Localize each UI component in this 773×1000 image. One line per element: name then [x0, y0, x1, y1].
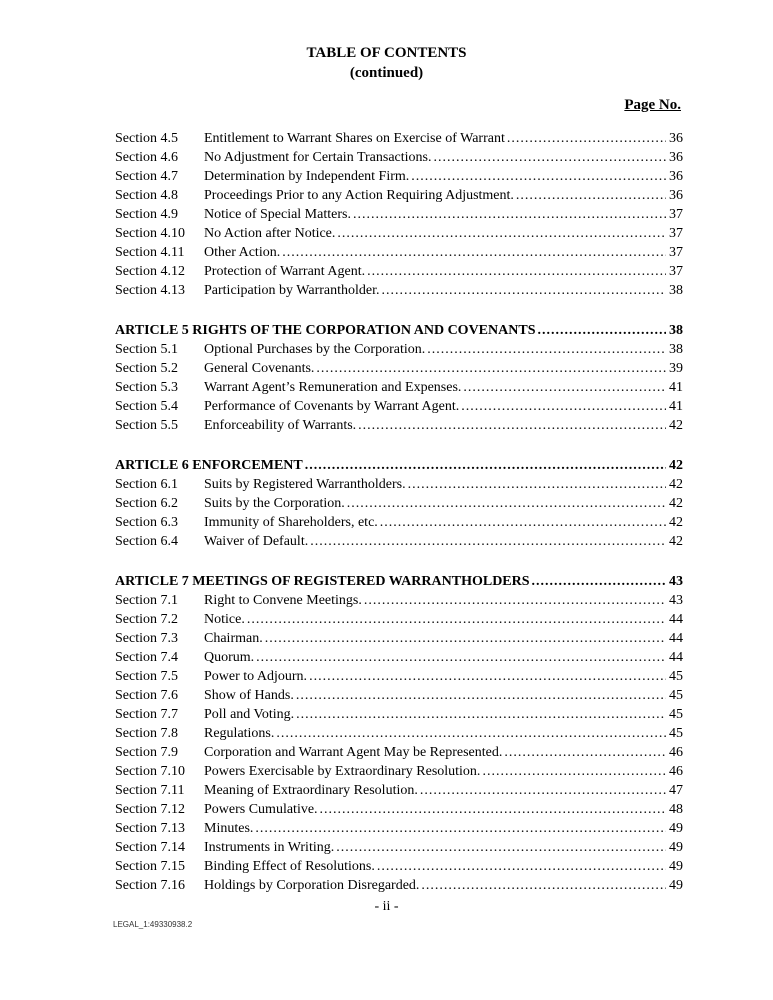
section-title: Waiver of Default.: [204, 534, 309, 549]
section-title: Meaning of Extraordinary Resolution.: [204, 783, 418, 798]
section-number: Section 7.6: [115, 688, 178, 703]
section-page: 49: [669, 878, 683, 893]
section-number: Section 4.7: [115, 169, 178, 184]
section-page: 45: [669, 669, 683, 684]
toc-section-entry: [115, 150, 683, 169]
toc-section-entry: [115, 534, 683, 553]
section-number: Section 7.2: [115, 612, 178, 627]
section-page: 39: [669, 361, 683, 376]
section-number: Section 5.1: [115, 342, 178, 357]
dot-leader: [427, 342, 666, 358]
section-title: Notice of Special Matters.: [204, 207, 351, 222]
toc-section-entry: [115, 821, 683, 840]
toc-section-entry: [115, 283, 683, 302]
page-no-heading: Page No.: [624, 97, 681, 113]
section-page: 45: [669, 707, 683, 722]
group-spacer: [115, 553, 683, 574]
toc-section-entry: [115, 399, 683, 418]
article-page: 38: [669, 323, 683, 338]
dot-leader: [434, 150, 667, 166]
toc-section-entry: [115, 631, 683, 650]
toc-section-entry: [115, 207, 683, 226]
dot-leader: [265, 631, 666, 647]
toc-section-entry: [115, 650, 683, 669]
section-number: Section 7.4: [115, 650, 178, 665]
section-number: Section 6.3: [115, 515, 178, 530]
dot-leader: [408, 477, 666, 493]
toc-section-entry: [115, 783, 683, 802]
section-number: Section 4.10: [115, 226, 185, 241]
dot-leader: [337, 226, 666, 242]
section-page: 42: [669, 496, 683, 511]
section-page: 36: [669, 150, 683, 165]
dot-leader: [367, 264, 666, 280]
toc-section-entry: [115, 418, 683, 437]
section-page: 37: [669, 207, 683, 222]
section-number: Section 4.9: [115, 207, 178, 222]
dot-leader: [296, 707, 666, 723]
section-number: Section 7.8: [115, 726, 178, 741]
section-number: Section 7.13: [115, 821, 185, 836]
section-page: 37: [669, 245, 683, 260]
toc-article-entry: [115, 458, 683, 477]
article-title: ARTICLE 7 MEETINGS OF REGISTERED WARRANTHOLDERS: [115, 574, 530, 589]
dot-leader: [256, 650, 666, 666]
page-number: - ii -: [374, 899, 399, 914]
article-title: ARTICLE 6 ENFORCEMENT: [115, 458, 303, 473]
section-number: Section 4.5: [115, 131, 178, 146]
section-title: Holdings by Corporation Disregarded.: [204, 878, 420, 893]
dot-leader: [421, 878, 666, 894]
dot-leader: [537, 323, 666, 339]
dot-leader: [364, 593, 666, 609]
toc-section-entry: [115, 169, 683, 188]
dot-leader: [461, 399, 666, 415]
section-title: Minutes.: [204, 821, 254, 836]
section-title: Show of Hands.: [204, 688, 294, 703]
toc-section-entry: [115, 688, 683, 707]
section-page: 38: [669, 342, 683, 357]
dot-leader: [380, 515, 666, 531]
section-number: Section 7.9: [115, 745, 178, 760]
dot-leader: [296, 688, 666, 704]
dot-leader: [247, 612, 666, 628]
section-title: Entitlement to Warrant Shares on Exercise of Warrant: [204, 131, 505, 146]
toc-section-entry: [115, 380, 683, 399]
toc-section-entry: [115, 515, 683, 534]
section-page: 44: [669, 631, 683, 646]
section-title: Chairman.: [204, 631, 263, 646]
article-page: 42: [669, 458, 683, 473]
dot-leader: [310, 534, 666, 550]
section-number: Section 5.2: [115, 361, 178, 376]
section-page: 38: [669, 283, 683, 298]
section-number: Section 7.12: [115, 802, 185, 817]
section-page: 49: [669, 821, 683, 836]
section-page: 37: [669, 264, 683, 279]
section-title: Instruments in Writing.: [204, 840, 335, 855]
toc-section-entry: [115, 342, 683, 361]
section-title: General Covenants.: [204, 361, 315, 376]
section-number: Section 5.4: [115, 399, 178, 414]
section-title: Optional Purchases by the Corporation.: [204, 342, 426, 357]
dot-leader: [463, 380, 666, 396]
section-title: Other Action.: [204, 245, 281, 260]
section-title: Determination by Independent Firm.: [204, 169, 410, 184]
section-title: Performance of Covenants by Warrant Agent.: [204, 399, 460, 414]
toc-section-entry: [115, 859, 683, 878]
dot-leader: [336, 840, 666, 856]
section-number: Section 7.16: [115, 878, 185, 893]
toc-section-entry: [115, 361, 683, 380]
section-number: Section 4.12: [115, 264, 185, 279]
article-page: 43: [669, 574, 683, 589]
section-page: 46: [669, 764, 683, 779]
toc-section-entry: [115, 764, 683, 783]
toc-subtitle: (continued): [349, 65, 424, 81]
section-page: 36: [669, 131, 683, 146]
section-page: 43: [669, 593, 683, 608]
dot-leader: [377, 859, 666, 875]
dot-leader: [532, 574, 666, 590]
section-number: Section 6.4: [115, 534, 178, 549]
toc-section-entry: [115, 707, 683, 726]
dot-leader: [347, 496, 666, 512]
dot-leader: [420, 783, 666, 799]
section-number: Section 7.1: [115, 593, 178, 608]
dot-leader: [276, 726, 666, 742]
toc-section-entry: [115, 802, 683, 821]
section-title: Protection of Warrant Agent.: [204, 264, 366, 279]
section-page: 42: [669, 534, 683, 549]
toc-section-entry: [115, 477, 683, 496]
section-number: Section 7.11: [115, 783, 185, 798]
section-title: No Action after Notice.: [204, 226, 336, 241]
section-page: 49: [669, 859, 683, 874]
document-id: LEGAL_1:49330938.2: [113, 920, 193, 929]
section-page: 42: [669, 477, 683, 492]
section-page: 36: [669, 169, 683, 184]
section-number: Section 4.13: [115, 283, 185, 298]
section-page: 49: [669, 840, 683, 855]
toc-article-entry: [115, 323, 683, 342]
section-title: Warrant Agent’s Remuneration and Expenses.: [204, 380, 462, 395]
section-number: Section 4.6: [115, 150, 178, 165]
toc-article-entry: [115, 574, 683, 593]
section-page: 45: [669, 688, 683, 703]
section-title: Right to Convene Meetings.: [204, 593, 362, 608]
section-title: Power to Adjourn.: [204, 669, 308, 684]
section-title: Powers Cumulative.: [204, 802, 318, 817]
section-number: Section 7.7: [115, 707, 178, 722]
section-page: 46: [669, 745, 683, 760]
section-number: Section 5.3: [115, 380, 178, 395]
dot-leader: [482, 764, 666, 780]
toc-title: TABLE OF CONTENTS: [306, 45, 467, 61]
section-page: 36: [669, 188, 683, 203]
section-title: Powers Exercisable by Extraordinary Resolution.: [204, 764, 481, 779]
dot-leader: [516, 188, 666, 204]
toc-section-entry: [115, 496, 683, 515]
dot-leader: [255, 821, 666, 837]
toc-section-entry: [115, 245, 683, 264]
toc-section-entry: [115, 188, 683, 207]
section-title: Notice.: [204, 612, 245, 627]
section-page: 44: [669, 650, 683, 665]
section-title: Suits by the Corporation.: [204, 496, 345, 511]
section-page: 45: [669, 726, 683, 741]
section-title: Participation by Warrantholder.: [204, 283, 380, 298]
section-title: Quorum.: [204, 650, 255, 665]
section-page: 44: [669, 612, 683, 627]
group-spacer: [115, 302, 683, 323]
section-number: Section 6.1: [115, 477, 178, 492]
section-number: Section 7.3: [115, 631, 178, 646]
toc-section-entry: [115, 878, 683, 897]
section-title: No Adjustment for Certain Transactions.: [204, 150, 432, 165]
toc-section-entry: [115, 593, 683, 612]
section-title: Enforceability of Warrants.: [204, 418, 357, 433]
article-title: ARTICLE 5 RIGHTS OF THE CORPORATION AND COVENANTS: [115, 323, 536, 338]
section-number: Section 7.14: [115, 840, 185, 855]
dot-leader: [382, 283, 666, 299]
dot-leader: [305, 458, 666, 474]
dot-leader: [358, 418, 666, 434]
section-title: Proceedings Prior to any Action Requiring Adjustment.: [204, 188, 514, 203]
dot-leader: [504, 745, 666, 761]
section-page: 42: [669, 418, 683, 433]
section-number: Section 7.10: [115, 764, 185, 779]
section-number: Section 4.8: [115, 188, 178, 203]
section-title: Immunity of Shareholders, etc.: [204, 515, 378, 530]
dot-leader: [411, 169, 666, 185]
section-number: Section 4.11: [115, 245, 185, 260]
dot-leader: [309, 669, 666, 685]
dot-leader: [316, 361, 666, 377]
dot-leader: [507, 131, 666, 147]
section-title: Binding Effect of Resolutions.: [204, 859, 375, 874]
section-title: Regulations.: [204, 726, 275, 741]
section-title: Poll and Voting.: [204, 707, 295, 722]
dot-leader: [320, 802, 666, 818]
section-page: 37: [669, 226, 683, 241]
toc-list: [115, 131, 683, 897]
section-number: Section 7.5: [115, 669, 178, 684]
section-page: 47: [669, 783, 683, 798]
section-page: 48: [669, 802, 683, 817]
toc-section-entry: [115, 745, 683, 764]
dot-leader: [353, 207, 666, 223]
section-number: Section 5.5: [115, 418, 178, 433]
toc-section-entry: [115, 840, 683, 859]
section-number: Section 6.2: [115, 496, 178, 511]
section-page: 42: [669, 515, 683, 530]
section-page: 41: [669, 380, 683, 395]
dot-leader: [282, 245, 666, 261]
group-spacer: [115, 437, 683, 458]
section-title: Suits by Registered Warrantholders.: [204, 477, 406, 492]
toc-section-entry: [115, 131, 683, 150]
toc-section-entry: [115, 226, 683, 245]
section-page: 41: [669, 399, 683, 414]
section-number: Section 7.15: [115, 859, 185, 874]
toc-section-entry: [115, 669, 683, 688]
section-title: Corporation and Warrant Agent May be Represented.: [204, 745, 503, 760]
toc-section-entry: [115, 726, 683, 745]
toc-section-entry: [115, 612, 683, 631]
toc-section-entry: [115, 264, 683, 283]
